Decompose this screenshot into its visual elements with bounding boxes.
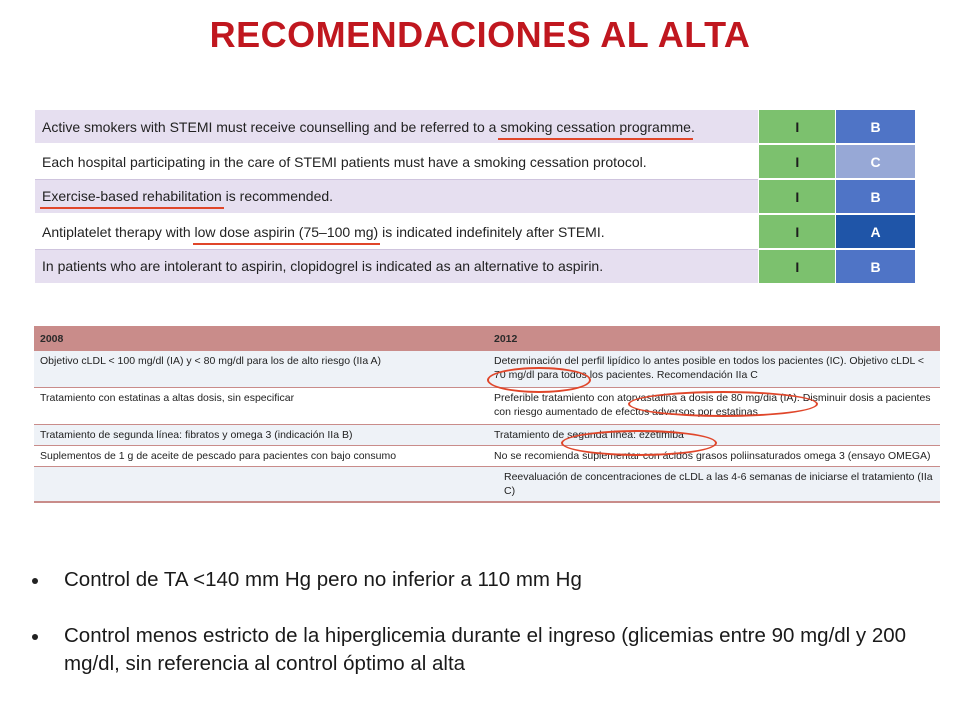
recommendation-text: Each hospital participating in the care of STEMI patients must have a smoking cessation protocol. bbox=[35, 144, 759, 179]
cell-2008: Objetivo cLDL < 100 mg/dl (IA) y < 80 mg/dl para los de alto riesgo (IIa A) bbox=[34, 351, 488, 388]
recommendation-text: Active smokers with STEMI must receive counselling and be referred to a smoking cessation programme . bbox=[35, 110, 759, 144]
red-highlight-oval bbox=[628, 391, 818, 417]
class-cell: I bbox=[759, 110, 836, 144]
class-cell: I bbox=[759, 249, 836, 284]
cell-2012: Preferible tratamiento con atorvastatina a dosis de 80 mg/dia (IA). Disminuir dosis a pacientes con riesgo aumentado de efectos adversos por estatinas bbox=[488, 388, 940, 425]
column-header-2008: 2008 bbox=[34, 326, 488, 351]
table-row bbox=[34, 467, 940, 503]
bullet-dot-icon bbox=[32, 578, 38, 584]
red-highlight-oval bbox=[487, 367, 591, 393]
table-row bbox=[35, 179, 915, 214]
class-cell: I bbox=[759, 179, 836, 214]
cell-2008: Tratamiento de segunda línea: fibratos y omega 3 (indicación IIa B) bbox=[34, 425, 488, 446]
class-cell: I bbox=[759, 214, 836, 249]
table-row bbox=[34, 446, 940, 467]
column-header-2012: 2012 bbox=[488, 326, 940, 351]
bullet-item: Control menos estricto de la hiperglicemia durante el ingreso (glicemias entre 90 mg/dl y 200 mg/dl, sin referencia al control óptimo al alta bbox=[28, 622, 928, 678]
recommendation-text: Antiplatelet therapy with low dose aspirin (75–100 mg) is indicated indefinitely after STEMI. bbox=[35, 214, 759, 249]
slide-title: RECOMENDACIONES AL ALTA bbox=[209, 14, 751, 55]
recommendation-text: In patients who are intolerant to aspirin, clopidogrel is indicated as an alternative to aspirin. bbox=[35, 249, 759, 284]
level-cell: B bbox=[836, 179, 915, 214]
table-header-row bbox=[34, 326, 940, 351]
underlined-phrase: Exercise-based rehabilitation bbox=[42, 188, 222, 204]
recommendations-table bbox=[35, 110, 915, 285]
table-row bbox=[35, 214, 915, 249]
bullet-item: Control de TA <140 mm Hg pero no inferior a 110 mm Hg bbox=[28, 566, 928, 594]
guideline-comparison-table bbox=[34, 326, 940, 503]
table-row bbox=[35, 110, 915, 144]
red-underline bbox=[498, 138, 693, 140]
red-underline bbox=[193, 243, 381, 245]
cell-2012: Reevaluación de concentraciones de cLDL a las 4-6 semanas de iniciarse el tratamiento (IIa C) bbox=[488, 467, 940, 503]
table-row bbox=[35, 144, 915, 179]
cell-2008: Suplementos de 1 g de aceite de pescado para pacientes con bajo consumo bbox=[34, 446, 488, 467]
red-underline bbox=[40, 207, 224, 209]
red-highlight-oval bbox=[561, 430, 717, 456]
cell-2008: Tratamiento con estatinas a altas dosis, sin especificar bbox=[34, 388, 488, 425]
recommendation-text: Exercise-based rehabilitation is recommended. bbox=[35, 179, 759, 214]
table-row bbox=[34, 425, 940, 446]
level-cell: B bbox=[836, 249, 915, 284]
underlined-phrase: smoking cessation programme bbox=[500, 119, 691, 135]
cell-2012: No se recomienda suplementar con ácidos grasos poliinsaturados omega 3 (ensayo OMEGA) bbox=[488, 446, 940, 467]
level-cell: C bbox=[836, 144, 915, 179]
class-cell: I bbox=[759, 144, 836, 179]
table-row bbox=[35, 249, 915, 284]
level-cell: B bbox=[836, 110, 915, 144]
cell-2012: Determinación del perfil lipídico lo antes posible en todos los pacientes (IC). Objetivo cLDL < 70 mg/dl para todos los pacientes. Recomendación IIa C bbox=[488, 351, 940, 388]
cell-2012: Tratamiento de segunda línea: ezetimiba bbox=[488, 425, 940, 446]
underlined-phrase: low dose aspirin (75–100 mg) bbox=[195, 224, 379, 240]
level-cell: A bbox=[836, 214, 915, 249]
bullet-dot-icon bbox=[32, 634, 38, 640]
cell-2008 bbox=[34, 467, 488, 503]
bullet-list bbox=[28, 566, 928, 678]
